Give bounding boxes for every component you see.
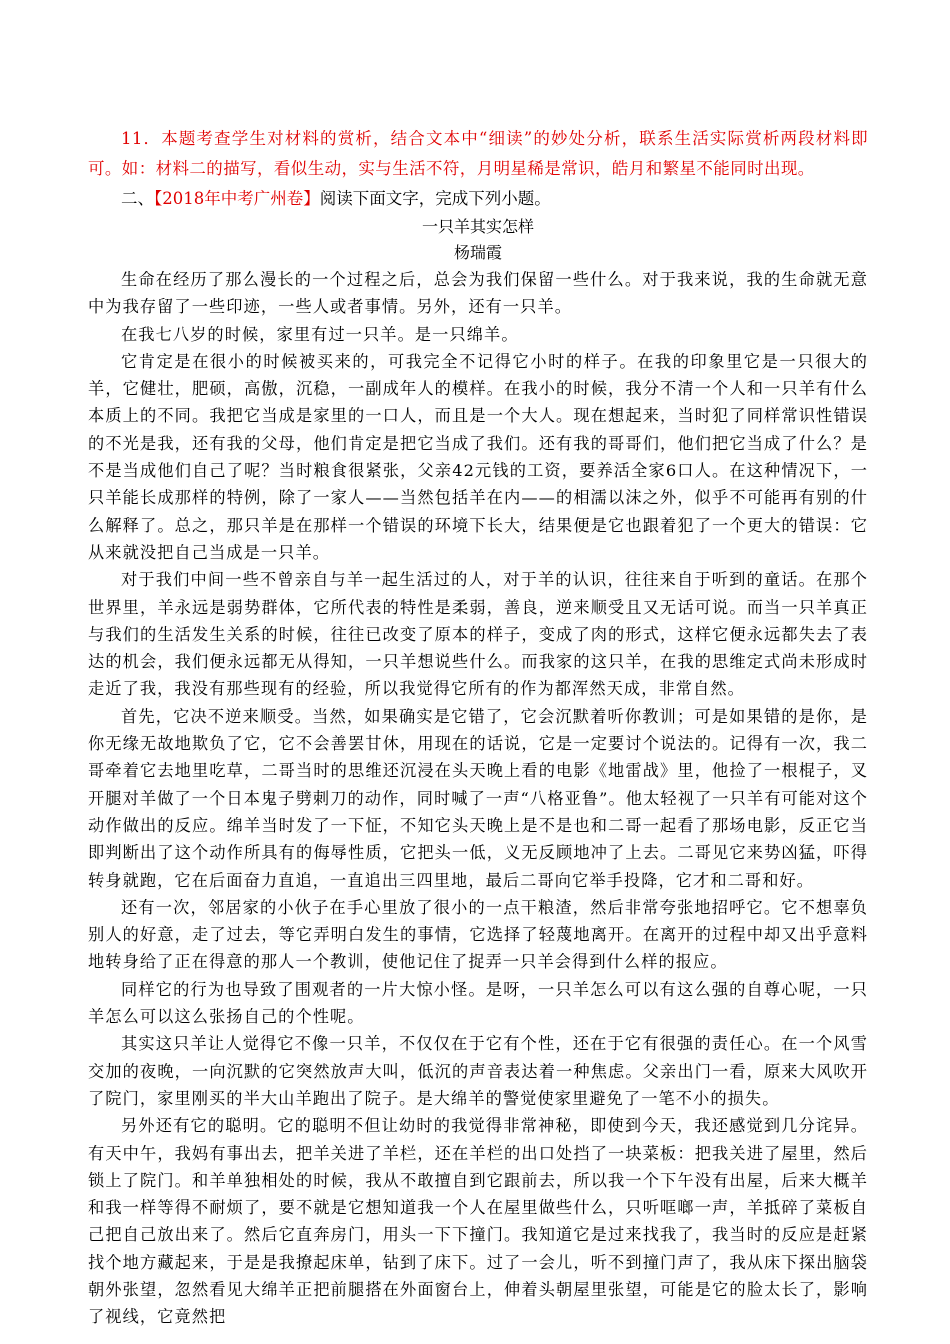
paragraph: 同样它的行为也导致了围观者的一片大惊小怪。是呀，一只羊怎么可以有这么强的自尊心呢，一只羊怎么可以这么张扬自己的个性呢。	[88, 979, 868, 1027]
document-page	[88, 124, 868, 1331]
paragraph: 另外还有它的聪明。它的聪明不但让幼时的我觉得非常神秘，即使到今天，我还感觉到几分诧异。有天中午，我妈有事出去，把羊关进了羊栏，还在羊栏的出口处挡了一块菜板：把我关进了屋里，然后锁上了院门。和羊单独相处的时候，我从不敢擅自到它跟前去，所以我一个下午没有出屋，后来大概羊和我一样等得不耐烦了，要不就是它想知道我一个人在屋里做些什么，只听哐啷一声，羊抵碎了菜板自己把自己放出来了。然后它直奔房门，用头一下下撞门。我知道它是过来找我了，我当时的反应是赶紧找个地方藏起来，于是是我撩起床单，钻到了床下。过了一会儿，听不到撞门声了，我从床下探出脑袋朝外张望，忽然看见大绵羊正把前腿搭在外面窗台上，伸着头朝屋里张望，可能是它的脸太长了，影响了视线，它竟然把	[88, 1116, 868, 1327]
paragraph: 它肯定是在很小的时候被买来的，可我完全不记得它小时的样子。在我的印象里它是一只很大的羊，它健壮，肥硕，高傲，沉稳，一副成年人的模样。在我小的时候，我分不清一个人和一只羊有什么本质上的不同。我把它当成是家里的一口人，而且是一个大人。现在想起来，当时犯了同样常识性错误的不光是我，还有我的父母，他们肯定是把它当成了我们。还有我的哥哥们，他们把它当成了什么？是不是当成他们自己了呢？当时粮食很紧张，父亲42元钱的工资，要养活全家6口人。在这种情况下，一只羊能长成那样的特例，除了一家人——当然包括羊在内——的相濡以沫之外，似乎不可能再有别的什么解释了。总之，那只羊是在那样一个错误的环境下长大，结果便是它也跟着犯了一个更大的错误：它从来就没把自己当成是一只羊。	[88, 351, 868, 562]
question-prefix: 二、	[121, 189, 154, 208]
paragraph: 首先，它决不逆来顺受。当然，如果确实是它错了，它会沉默着听你教训；可是如果错的是你，是你无缘无故地欺负了它，它不会善罢甘休，用现在的话说，它是一定要讨个说法的。记得有一次，我二哥牵着它去地里吃草，二哥当时的思维还沉浸在头天晚上看的电影《地雷战》里，他捡了一根棍子，叉开腿对羊做了一个日本鬼子劈刺刀的动作，同时喊了一声“八格亚鲁”。他太轻视了一只羊有可能对这个动作做出的反应。绵羊当时发了一下怔，不知它头天晚上是不是也和二哥一起看了那场电影，反正它当即判断出了这个动作所具有的侮辱性质，它把头一低，义无反顾地冲了上去。二哥见它来势凶猛，吓得转身就跑，它在后面奋力直追，一直追出三四里地，最后二哥向它举手投降，它才和二哥和好。	[88, 706, 868, 890]
paragraph: 对于我们中间一些不曾亲自与羊一起生活过的人，对于羊的认识，往往来自于听到的童话。在那个世界里，羊永远是弱势群体，它所代表的特性是柔弱，善良，逆来顺受且又无话可说。而当一只羊真正与我们的生活发生关系的时候，往往已改变了原本的样子，变成了肉的形式，这样它便永远都失去了表达的机会，我们便永远都无从得知，一只羊想说些什么。而我家的这只羊，在我的思维定式尚未形成时走近了我，我没有那些现有的经验，所以我觉得它所有的作为都浑然天成，非常自然。	[88, 570, 868, 699]
question-heading	[88, 184, 868, 214]
answer-explanation: 11．本题考查学生对材料的赏析，结合文本中“细读”的妙处分析，联系生活实际赏析两段材料即可。如：材料二的描写，看似生动，实与生活不符，月明星稀是常识，皓月和繁星不能同时出现。	[88, 129, 868, 178]
paragraph: 生命在经历了那么漫长的一个过程之后，总会为我们保留一些什么。对于我来说，我的生命就无意中为我存留了一些印迹，一些人或者事情。另外，还有一只羊。	[88, 270, 868, 317]
article-author: 杨瑞霞	[453, 243, 502, 262]
question-instruction: 阅读下面文字，完成下列小题。	[319, 189, 551, 208]
paragraph: 其实这只羊让人觉得它不像一只羊，不仅仅在于它有个性，还在于它有很强的责任心。在一个风雪交加的夜晚，一向沉默的它突然放声大叫，低沉的声音表达着一种焦虑。父亲出门一看，原来大风吹开了院门，家里刚买的半大山羊跑出了院子。是大绵羊的警觉使家里避免了一笔不小的损失。	[88, 1034, 868, 1108]
paragraph: 还有一次，邻居家的小伙子在手心里放了很小的一点干粮渣，然后非常夸张地招呼它。它不想辜负别人的好意，走了过去，等它弄明白发生的事情，它选择了轻蔑地离开。在离开的过程中却又出乎意料地转身给了正在得意的那人一个教训，使他记住了捉弄一只羊会得到什么样的报应。	[88, 897, 868, 972]
paragraph: 在我七八岁的时候，家里有过一只羊。是一只绵羊。	[121, 324, 519, 344]
article-title: 一只羊其实怎样	[421, 217, 534, 236]
exam-source-tag: 【2018年中考广州卷】	[154, 189, 320, 208]
article-body	[88, 266, 868, 1331]
